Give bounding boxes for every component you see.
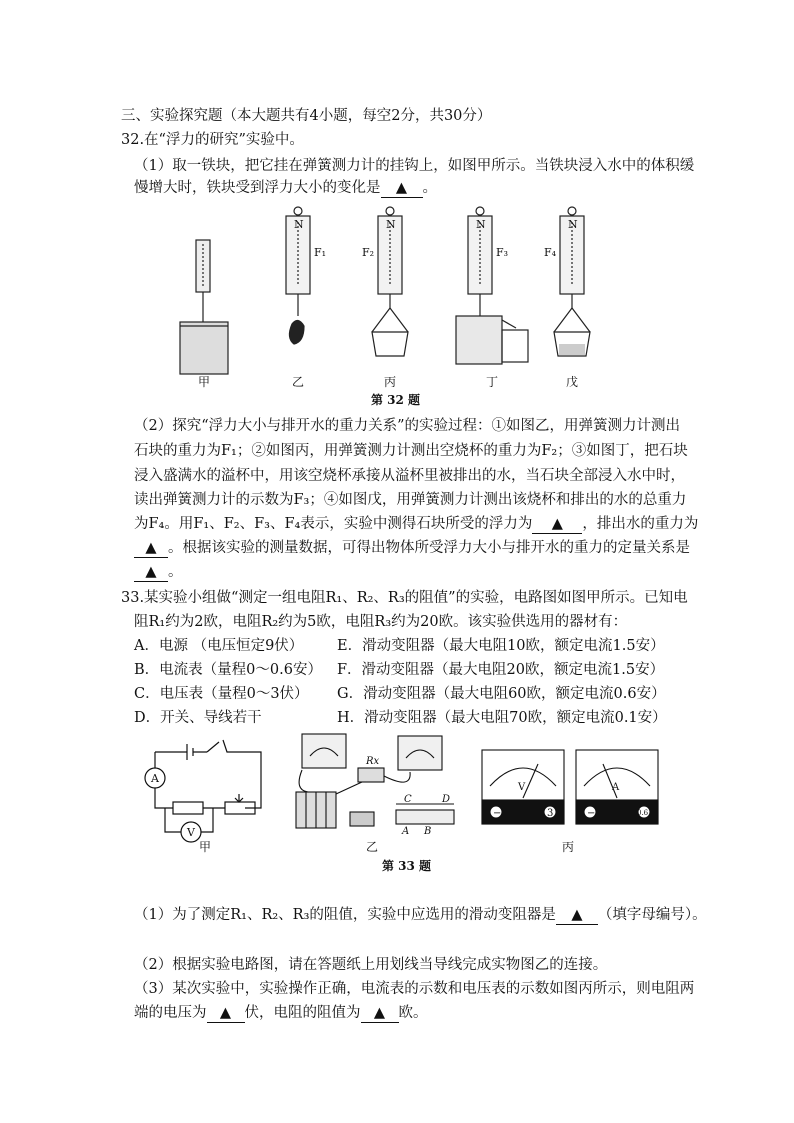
- q32-part2-line7: [134, 563, 183, 582]
- q33-part1-text: （1）为了测定R₁、R₂、R₃的阻值，实验中应选用的滑动变阻器是: [134, 907, 556, 923]
- q32-part2-line6: [134, 539, 690, 558]
- fig32-label-bing: 丙: [384, 375, 397, 389]
- q32-part1-line1: （1）取一铁块，把它挂在弹簧测力计的挂钩上，如图甲所示。当铁块浸入水中的体积缓: [134, 158, 695, 174]
- q33-option-a: A．电源 （电压恒定9伏）: [134, 638, 304, 654]
- scale-n-bing: N: [386, 218, 396, 231]
- q33-part1: [134, 906, 707, 925]
- meter-a-06: 0.6: [637, 809, 649, 817]
- q33-part3-text-c: 欧。: [398, 1005, 428, 1021]
- q32-blank-2[interactable]: ▲: [532, 515, 582, 534]
- q33-option-e: E．滑动变阻器（最大电阻10欧，额定电流1.5安）: [337, 638, 665, 654]
- meter-a-minus: −: [587, 808, 596, 819]
- label-f3: F₃: [496, 246, 509, 259]
- scale-n-ding: N: [476, 218, 486, 231]
- label-f4: F₄: [544, 246, 557, 259]
- term-c-label: C: [404, 794, 412, 805]
- q32-blank-4[interactable]: ▲: [134, 563, 168, 582]
- figure-32: [170, 204, 600, 404]
- fig32-caption: 第 32 题: [371, 393, 421, 407]
- meter-v-3: 3: [547, 808, 554, 819]
- fig33-caption: 第 33 题: [382, 859, 432, 873]
- q32-part2-text6: 。根据该实验的测量数据，可得出物体所受浮力大小与排开水的重力的定量关系是: [168, 540, 690, 556]
- term-b-label: B: [424, 826, 432, 837]
- fig33-label-yi: 乙: [366, 840, 379, 854]
- q33-blank-2[interactable]: ▲: [207, 1004, 245, 1023]
- meter-v-minus: −: [493, 808, 502, 819]
- rheostat-device: [396, 810, 454, 824]
- q32-part2-line2: 石块的重力为F₁；②如图丙，用弹簧测力计测出空烧杯的重力为F₂；③如图丁，把石块: [134, 443, 688, 459]
- q33-part3-text-b: 伏，电阻的阻值为: [244, 1005, 361, 1021]
- q33-part1-end: （填字母编号）。: [597, 907, 707, 923]
- fig32-label-ding: 丁: [486, 375, 499, 389]
- q32-part1-line2: [134, 179, 437, 198]
- q32-part2-text7: 。: [168, 564, 183, 580]
- meter-a-label: A: [612, 782, 620, 793]
- q33-option-f: F．滑动变阻器（最大电阻20欧，额定电流1.5安）: [337, 662, 665, 678]
- beaker-jia: [180, 322, 228, 374]
- q32-stem: 32.在“浮力的研究”实验中。: [121, 132, 304, 148]
- q33-option-g: G．滑动变阻器（最大电阻60欧，额定电流0.6安）: [337, 686, 666, 702]
- q33-part2: （2）根据实验电路图，请在答题纸上用划线当导线完成实物图乙的连接。: [134, 957, 608, 973]
- q32-part2-line3: 浸入盛满水的溢杯中，用该空烧杯承接从溢杯里被排出的水，当石块全部浸入水中时，: [134, 468, 685, 484]
- ammeter-device: [302, 734, 346, 768]
- rx-label: Rx: [366, 756, 380, 767]
- figure-33-circuit: [135, 738, 275, 853]
- switch-device: [350, 812, 374, 826]
- resistor-rx: [358, 768, 384, 782]
- q33-blank-3[interactable]: ▲: [361, 1004, 399, 1023]
- q32-part2-text5b: ，排出水的重力为: [582, 516, 699, 532]
- q32-part1-end: 。: [422, 180, 437, 196]
- voltmeter-label: V: [187, 826, 195, 839]
- q32-blank-1[interactable]: ▲: [381, 179, 423, 198]
- label-f1: F₁: [314, 246, 327, 259]
- fig32-label-yi: 乙: [292, 375, 305, 389]
- q32-part2-text5: 为F₄。用F₁、F₂、F₃、F₄表示，实验中测得石块所受的浮力为: [134, 516, 533, 532]
- q33-option-d: D．开关、导线若干: [134, 710, 262, 726]
- fig32-label-jia: 甲: [198, 375, 211, 389]
- resistor-symbol: [173, 802, 203, 814]
- label-f2: F₂: [362, 246, 375, 259]
- q33-option-b: B．电流表（量程0～0.6安）: [134, 662, 322, 678]
- q33-blank-1[interactable]: ▲: [556, 906, 598, 925]
- q33-part3-line2: [134, 1004, 428, 1023]
- q33-part3-text-a: 端的电压为: [134, 1005, 207, 1021]
- voltmeter-device: [398, 736, 442, 770]
- q32-part2-line4: 读出弹簧测力计的示数为F₃；④如图戊，用弹簧测力计测出该烧杯和排出的水的总重力: [134, 492, 687, 508]
- q33-stem-line1: 33.某实验小组做“测定一组电阻R₁、R₂、R₃的阻值”的实验，电路图如图甲所示。已知电: [121, 590, 688, 606]
- ammeter-label: A: [151, 772, 159, 785]
- fig33-label-jia: 甲: [199, 840, 212, 854]
- meter-v-label: V: [518, 782, 526, 793]
- q32-part1-text: 慢增大时，铁块受到浮力大小的变化是: [134, 180, 381, 196]
- overflow-cup-ding: [456, 316, 528, 364]
- q32-part2-line5: [134, 515, 698, 534]
- fig33-label-bing: 丙: [562, 840, 575, 854]
- term-d-label: D: [442, 794, 451, 805]
- fig32-label-wu: 戊: [566, 375, 579, 389]
- q33-option-c: C．电压表（量程0～3伏）: [134, 686, 309, 702]
- q33-option-h: H．滑动变阻器（最大电阻70欧，额定电流0.1安）: [337, 710, 667, 726]
- figure-33-meters: [480, 748, 660, 828]
- q33-stem-line2: 阻R₁约为2欧，电阻R₂约为5欧，电阻R₃约为20欧。该实验供选用的器材有：: [134, 614, 628, 630]
- term-a-label: A: [402, 826, 410, 837]
- q32-part2-line1: （2）探究“浮力大小与排开水的重力关系”的实验过程：①如图乙，用弹簧测力计测出: [134, 418, 681, 434]
- figure-33-apparatus: [292, 730, 462, 838]
- q33-part3-line1: （3）某次实验中，实验操作正确，电流表的示数和电压表的示数如图丙所示，则电阻两: [134, 981, 695, 997]
- q32-blank-3[interactable]: ▲: [134, 539, 168, 558]
- section-title: 三、实验探究题（本大题共有4小题，每空2分，共30分）: [121, 108, 492, 124]
- scale-n-yi: N: [294, 218, 304, 231]
- scale-n-wu: N: [568, 218, 578, 231]
